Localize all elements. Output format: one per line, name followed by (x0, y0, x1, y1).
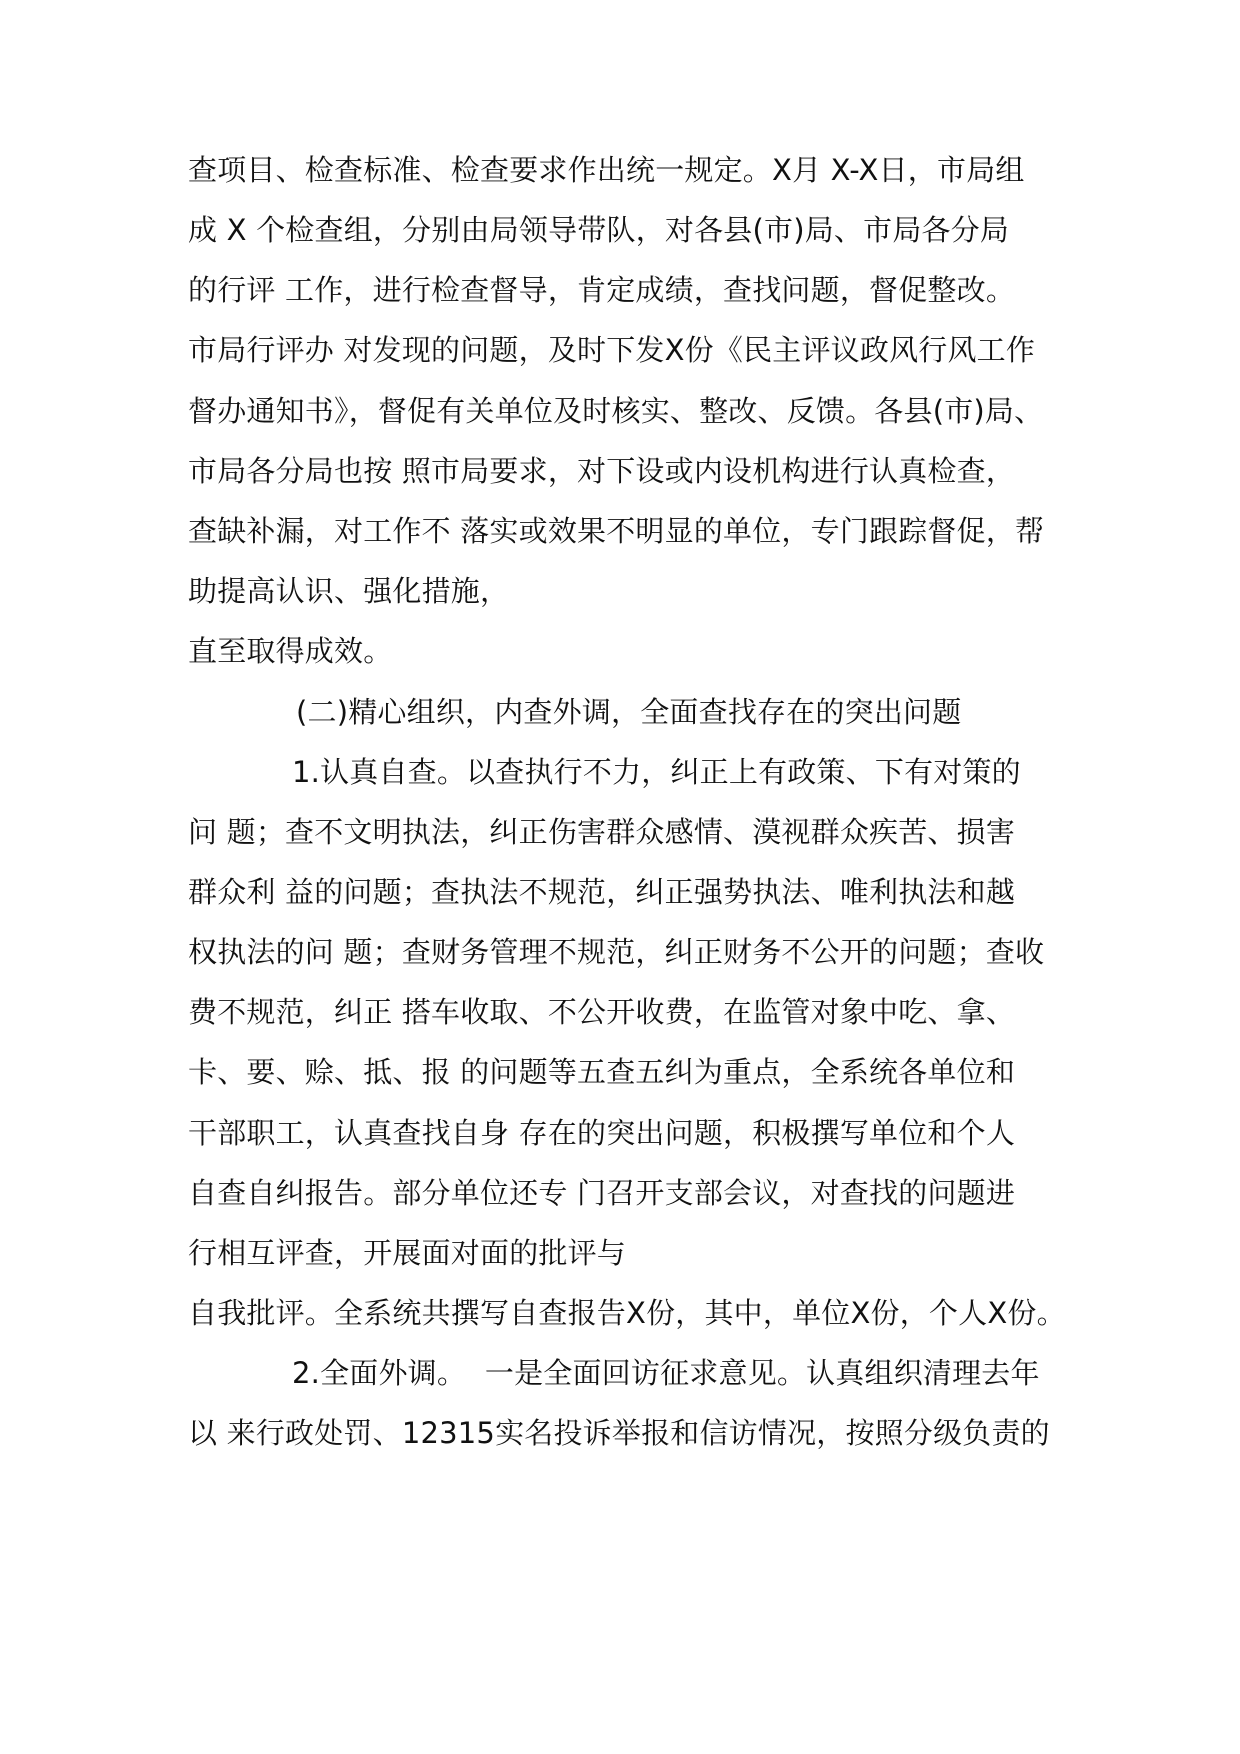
text-line: 权执法的问 题；查财务管理不规范，纠正财务不公开的问题；查收 (188, 935, 1045, 969)
text-line: 市局行评办 对发现的问题，及时下发X份《民主评议政风行风工作 (188, 333, 1036, 367)
paragraph-start-line: 2.全面外调。 一是全面回访征求意见。认真组织清理去年 (292, 1356, 1040, 1390)
text-line: 群众利 益的问题；查执法不规范，纠正强势执法、唯利执法和越 (188, 875, 1016, 909)
paragraph-start-line: 1.认真自查。以查执行不力，纠正上有政策、下有对策的 (292, 755, 1021, 789)
text-line: 市局各分局也按 照市局要求，对下设或内设机构进行认真检查， (188, 454, 1016, 488)
text-line: 成 X 个检查组，分别由局领导带队，对各县(市)局、市局各分局 (188, 213, 1010, 247)
text-line: 的行评 工作，进行检查督导，肯定成绩，查找问题，督促整改。 (188, 273, 1016, 307)
text-line: 自我批评。全系统共撰写自查报告X份，其中，单位X份，个人X份。 (188, 1296, 1066, 1330)
text-line: 卡、要、赊、抵、报 的问题等五查五纠为重点，全系统各单位和 (188, 1055, 1016, 1089)
text-line: 查项目、检查标准、检查要求作出统一规定。X月 X-X日，市局组 (188, 153, 1025, 187)
text-line: 查缺补漏，对工作不 落实或效果不明显的单位，专门跟踪督促，帮 (188, 514, 1045, 548)
section-heading: (二)精心组织，内查外调，全面查找存在的突出问题 (296, 695, 962, 729)
text-line: 直至取得成效。 (188, 634, 393, 668)
text-line: 费不规范，纠正 搭车收取、不公开收费，在监管对象中吃、拿、 (188, 995, 1016, 1029)
text-line: 自查自纠报告。部分单位还专 门召开支部会议，对查找的问题进 (188, 1176, 1016, 1210)
text-line: 以 来行政处罚、12315实名投诉举报和信访情况，按照分级负责的 (188, 1416, 1050, 1450)
text-line: 行相互评查，开展面对面的批评与 (188, 1236, 627, 1270)
text-line: 干部职工，认真查找自身 存在的突出问题，积极撰写单位和个人 (188, 1116, 1016, 1150)
text-line: 助提高认识、强化措施， (188, 574, 510, 608)
text-line: 督办通知书》，督促有关单位及时核实、整改、反馈。各县(市)局、 (188, 394, 1044, 428)
text-line: 问 题；查不文明执法，纠正伤害群众感情、漠视群众疾苦、损害 (188, 815, 1016, 849)
